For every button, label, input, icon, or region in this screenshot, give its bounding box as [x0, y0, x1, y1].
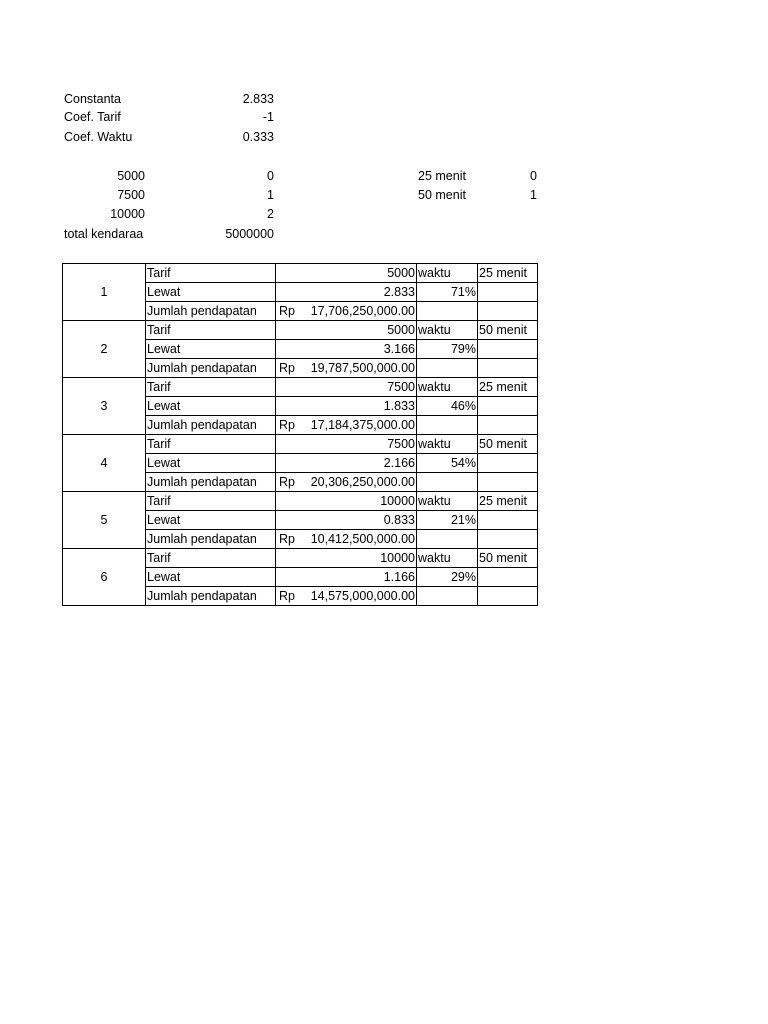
tarif-value: 5000 — [276, 321, 417, 340]
lewat-value: 2.166 — [276, 454, 417, 473]
jumlah-label: Jumlah pendapatan — [146, 302, 276, 321]
table-row — [63, 321, 538, 340]
empty-cell — [478, 568, 538, 587]
scenario-number: 1 — [63, 264, 146, 321]
empty-cell — [478, 283, 538, 302]
table-row — [63, 378, 538, 397]
tarif-code-value: 1 — [267, 188, 274, 202]
tarif-code-value: 2 — [267, 207, 274, 221]
waktu-label: waktu — [417, 321, 478, 340]
waktu-label: waktu — [417, 264, 478, 283]
tarif-code-tarif: 7500 — [117, 188, 145, 202]
tarif-label: Tarif — [146, 492, 276, 511]
currency-symbol: Rp — [279, 417, 295, 432]
scenario-number: 2 — [63, 321, 146, 378]
tarif-label: Tarif — [146, 321, 276, 340]
waktu-label: waktu — [417, 378, 478, 397]
total-label: total kendaraa — [64, 227, 144, 241]
waktu-label: waktu — [417, 549, 478, 568]
empty-cell — [417, 473, 478, 492]
pendapatan-value: 17,184,375,000.00 — [310, 417, 415, 432]
tarif-code-tarif: 5000 — [117, 169, 145, 183]
lewat-value: 0.833 — [276, 511, 417, 530]
currency-symbol: Rp — [279, 474, 295, 489]
tarif-value: 10000 — [276, 492, 417, 511]
param-value-constanta: 2.833 — [242, 92, 274, 106]
scenario-table-body — [63, 264, 538, 606]
tarif-value: 7500 — [276, 435, 417, 454]
scenario-number: 3 — [63, 378, 146, 435]
jumlah-label: Jumlah pendapatan — [146, 587, 276, 606]
waktu-code-label: 25 menit — [418, 169, 466, 183]
empty-cell — [417, 359, 478, 378]
empty-cell — [478, 530, 538, 549]
tarif-code-value: 0 — [267, 169, 274, 183]
currency-symbol: Rp — [279, 303, 295, 318]
lewat-percent: 46% — [417, 397, 478, 416]
param-value-coef-waktu: 0.333 — [242, 130, 274, 144]
pendapatan-cell — [276, 302, 417, 321]
waktu-value: 25 menit — [478, 378, 538, 397]
waktu-code-value: 1 — [530, 188, 537, 202]
lewat-percent: 71% — [417, 283, 478, 302]
pendapatan-cell — [276, 473, 417, 492]
lewat-label: Lewat — [146, 454, 276, 473]
tarif-value: 7500 — [276, 378, 417, 397]
table-row — [63, 549, 538, 568]
lewat-value: 2.833 — [276, 283, 417, 302]
empty-cell — [478, 416, 538, 435]
pendapatan-value: 19,787,500,000.00 — [310, 360, 415, 375]
empty-cell — [478, 359, 538, 378]
scenario-number: 6 — [63, 549, 146, 606]
lewat-percent: 29% — [417, 568, 478, 587]
table-row — [63, 492, 538, 511]
currency-symbol: Rp — [279, 588, 295, 603]
lewat-percent: 21% — [417, 511, 478, 530]
jumlah-label: Jumlah pendapatan — [146, 473, 276, 492]
pendapatan-value: 10,412,500,000.00 — [310, 531, 415, 546]
waktu-value: 50 menit — [478, 549, 538, 568]
param-label-constanta: Constanta — [64, 92, 121, 106]
empty-cell — [478, 473, 538, 492]
currency-symbol: Rp — [279, 531, 295, 546]
jumlah-label: Jumlah pendapatan — [146, 359, 276, 378]
tarif-label: Tarif — [146, 378, 276, 397]
tarif-label: Tarif — [146, 549, 276, 568]
tarif-label: Tarif — [146, 264, 276, 283]
param-label-coef-tarif: Coef. Tarif — [64, 110, 121, 124]
waktu-label: waktu — [417, 492, 478, 511]
pendapatan-cell — [276, 530, 417, 549]
lewat-label: Lewat — [146, 283, 276, 302]
param-value-coef-tarif: -1 — [262, 110, 274, 124]
empty-cell — [417, 587, 478, 606]
tarif-label: Tarif — [146, 435, 276, 454]
jumlah-label: Jumlah pendapatan — [146, 416, 276, 435]
waktu-value: 50 menit — [478, 435, 538, 454]
empty-cell — [417, 530, 478, 549]
waktu-code-value: 0 — [530, 169, 537, 183]
scenario-number: 4 — [63, 435, 146, 492]
scenario-table — [62, 263, 538, 606]
empty-cell — [417, 302, 478, 321]
tarif-value: 5000 — [276, 264, 417, 283]
lewat-label: Lewat — [146, 568, 276, 587]
pendapatan-value: 14,575,000,000.00 — [310, 588, 415, 603]
lewat-percent: 79% — [417, 340, 478, 359]
empty-cell — [478, 302, 538, 321]
waktu-code-label: 50 menit — [418, 188, 466, 202]
table-row — [63, 264, 538, 283]
pendapatan-cell — [276, 359, 417, 378]
jumlah-label: Jumlah pendapatan — [146, 530, 276, 549]
waktu-value: 50 menit — [478, 321, 538, 340]
param-label-coef-waktu: Coef. Waktu — [64, 130, 133, 144]
pendapatan-value: 17,706,250,000.00 — [310, 303, 415, 318]
tarif-value: 10000 — [276, 549, 417, 568]
table-row — [63, 435, 538, 454]
empty-cell — [478, 397, 538, 416]
lewat-label: Lewat — [146, 340, 276, 359]
empty-cell — [478, 511, 538, 530]
waktu-value: 25 menit — [478, 492, 538, 511]
lewat-label: Lewat — [146, 397, 276, 416]
empty-cell — [478, 340, 538, 359]
lewat-percent: 54% — [417, 454, 478, 473]
empty-cell — [478, 454, 538, 473]
scenario-number: 5 — [63, 492, 146, 549]
lewat-value: 1.166 — [276, 568, 417, 587]
tarif-code-tarif: 10000 — [110, 207, 145, 221]
pendapatan-cell — [276, 416, 417, 435]
waktu-value: 25 menit — [478, 264, 538, 283]
pendapatan-value: 20,306,250,000.00 — [310, 474, 415, 489]
pendapatan-cell — [276, 587, 417, 606]
waktu-label: waktu — [417, 435, 478, 454]
lewat-value: 3.166 — [276, 340, 417, 359]
empty-cell — [478, 587, 538, 606]
currency-symbol: Rp — [279, 360, 295, 375]
lewat-value: 1.833 — [276, 397, 417, 416]
lewat-label: Lewat — [146, 511, 276, 530]
total-value: 5000000 — [225, 227, 274, 241]
empty-cell — [417, 416, 478, 435]
